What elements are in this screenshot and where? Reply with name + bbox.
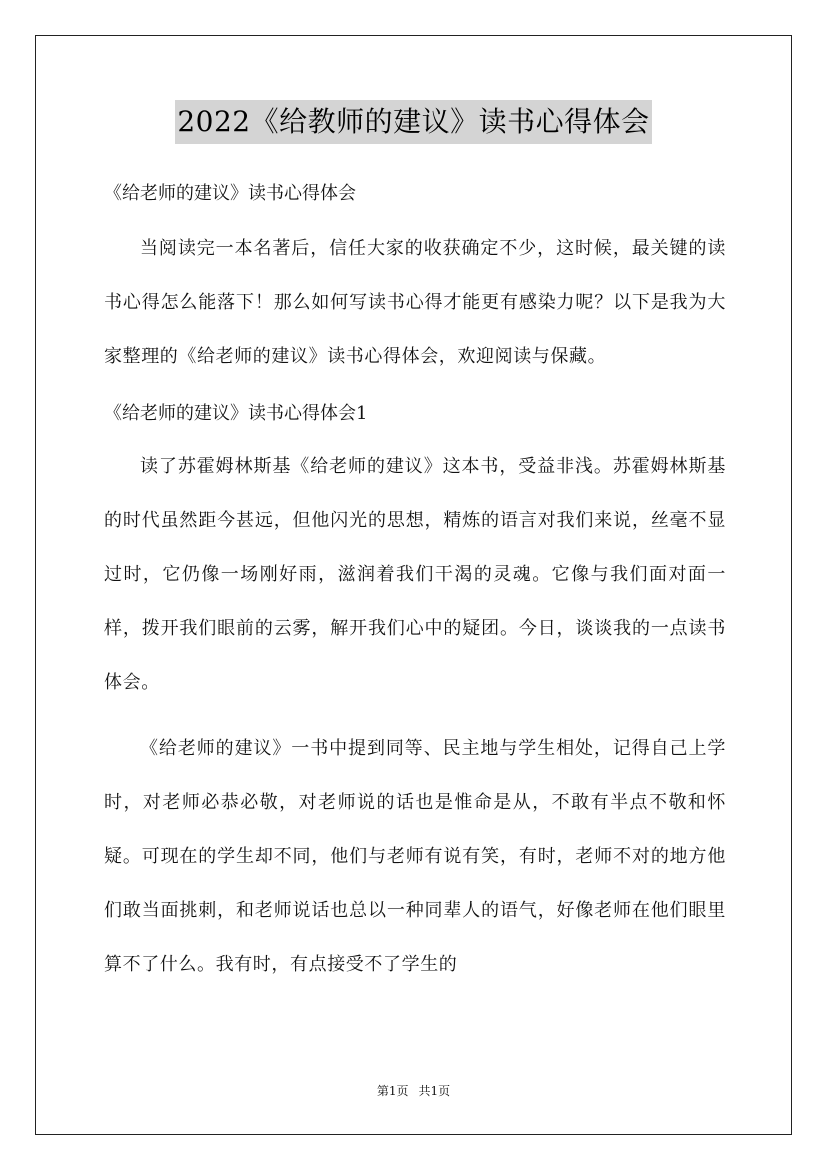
section-subtitle: 《给老师的建议》读书心得体会1 xyxy=(104,403,368,424)
paragraph: 《给老师的建议》一书中提到同等、民主地与学生相处，记得自己上学时，对老师必恭必敬，对老师说的话也是惟命是从，不敢有半点不敬和怀疑。可现在的学生却不同，他们与老师有说有笑，有时，老师不对的地方他们敢当面挑刺，和老师说话也总以一种同辈人的语气，好像老师在他们眼里算不了什么。我有时，有点接受不了学生的 xyxy=(104,738,726,975)
page-footer xyxy=(0,1082,827,1100)
document-body xyxy=(104,172,726,992)
page-total: 共1页 xyxy=(418,1084,451,1098)
section-subtitle: 《给老师的建议》读书心得体会 xyxy=(104,183,356,204)
page-number: 第1页 xyxy=(376,1084,409,1098)
document-title: 2022《给教师的建议》读书心得体会 xyxy=(175,100,651,144)
paragraph: 读了苏霍姆林斯基《给老师的建议》这本书，受益非浅。苏霍姆林斯基的时代虽然距今甚远，但他闪光的思想，精炼的语言对我们来说，丝毫不显过时，它仍像一场刚好雨，滋润着我们干渴的灵魂。它像与我们面对面一样，拨开我们眼前的云雾，解开我们心中的疑团。今日，谈谈我的一点读书体会。 xyxy=(104,456,726,693)
paragraph: 当阅读完一本名著后，信任大家的收获确定不少，这时候，最关键的读书心得怎么能落下！那么如何写读书心得才能更有感染力呢？以下是我为大家整理的《给老师的建议》读书心得体会，欢迎阅读与保藏。 xyxy=(104,238,726,367)
title-container xyxy=(0,100,827,144)
